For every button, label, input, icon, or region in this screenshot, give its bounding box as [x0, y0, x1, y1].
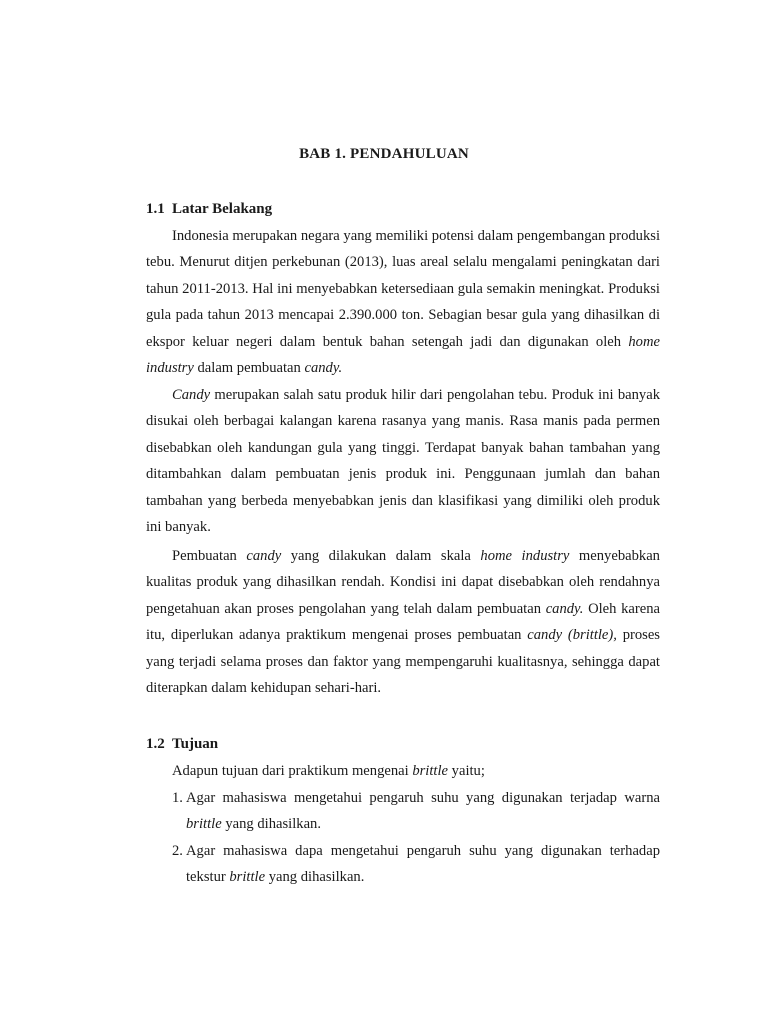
paragraph-text: merupakan salah satu produk hilir dari pengolahan tebu. Produk ini banyak disukai oleh berbagai kalangan karena rasanya yang manis. Rasa manis pada permen disebabkan oleh kandungan gula yang tinggi. Terdapat banyak bahan tambahan yang ditambahkan dalam pembuatan jenis produk ini. Penggunaan jumlah dan bahan tambahan yang berbeda menyebabkan jenis dan klasifikasi yang dimiliki oleh produk ini banyak. — [146, 387, 660, 536]
list-item — [172, 838, 660, 891]
paragraph-text: Pembuatan — [172, 548, 247, 564]
list-item-text: yang dihasilkan. — [221, 816, 321, 833]
italic-term: candy — [246, 548, 282, 564]
list-item-text: Agar mahasiswa mengetahui pengaruh suhu yang digunakan terjadap warna — [186, 790, 660, 806]
section-heading-latar-belakang — [146, 201, 272, 218]
section-title: Latar Belakang — [172, 201, 273, 217]
italic-term: candy. — [545, 600, 584, 617]
paragraph-text: proses yang terjadi selama proses dan faktor yang mempengaruhi kualitasnya, sehingga dapat diterapkan dalam kehidupan sehari-hari. — [146, 627, 660, 697]
tujuan-intro — [172, 758, 485, 784]
paragraph-text: Oleh karena itu, diperlukan adanya praktikum mengenai proses pembuatan — [146, 600, 660, 644]
list-item-text: Agar mahasiswa dapa mengetahui pengaruh suhu yang digunakan terhadap tekstur — [186, 843, 660, 886]
section-number: 1.1 — [146, 201, 165, 217]
list-item-text: yang dihasilkan. — [265, 869, 365, 886]
paragraph-3 — [146, 543, 660, 701]
list-item — [172, 785, 660, 838]
section-title: Tujuan — [172, 736, 219, 752]
italic-term: candy. — [304, 360, 343, 377]
italic-term: brittle — [412, 763, 449, 779]
italic-term: home industry — [146, 333, 660, 377]
italic-term: candy (brittle), — [527, 627, 617, 644]
section-number: 1.2 — [146, 736, 165, 752]
paragraph-text: yaitu; — [448, 763, 485, 779]
paragraph-text: dalam pembuatan — [193, 360, 305, 377]
chapter-title: BAB 1. PENDAHULUAN — [299, 146, 469, 162]
italic-term: home industry — [480, 548, 570, 564]
paragraph-text: yang dilakukan dalam skala — [281, 548, 481, 564]
italic-term: Candy — [172, 387, 211, 403]
paragraph-2 — [146, 382, 660, 540]
paragraph-text: Indonesia merupakan negara yang memiliki potensi dalam pengembangan produksi tebu. Menurut ditjen perkebunan (2013), luas areal selalu mengalami peningkatan dari tahun 2011-2013. Hal ini menyebabkan ketersediaan gula semakin meningkat. Produksi gula pada tahun 2013 mencapai 2.390.000 ton. Sebagian besar gula yang dihasilkan di ekspor keluar negeri dalam bentuk bahan setengah jadi dan digunakan oleh — [146, 228, 660, 350]
italic-term: brittle — [186, 816, 222, 833]
italic-term: brittle — [229, 869, 266, 886]
paragraph-text: Adapun tujuan dari praktikum mengenai — [172, 763, 413, 779]
list-marker: 1. — [172, 790, 183, 806]
section-heading-tujuan — [146, 736, 218, 753]
paragraph-1 — [146, 223, 660, 381]
paragraph-text: menyebabkan kualitas produk yang dihasilkan rendah. Kondisi ini dapat disebabkan oleh rendahnya pengetahuan akan proses pengolahan yang telah dalam pembuatan — [146, 548, 660, 617]
list-marker: 2. — [172, 843, 183, 859]
